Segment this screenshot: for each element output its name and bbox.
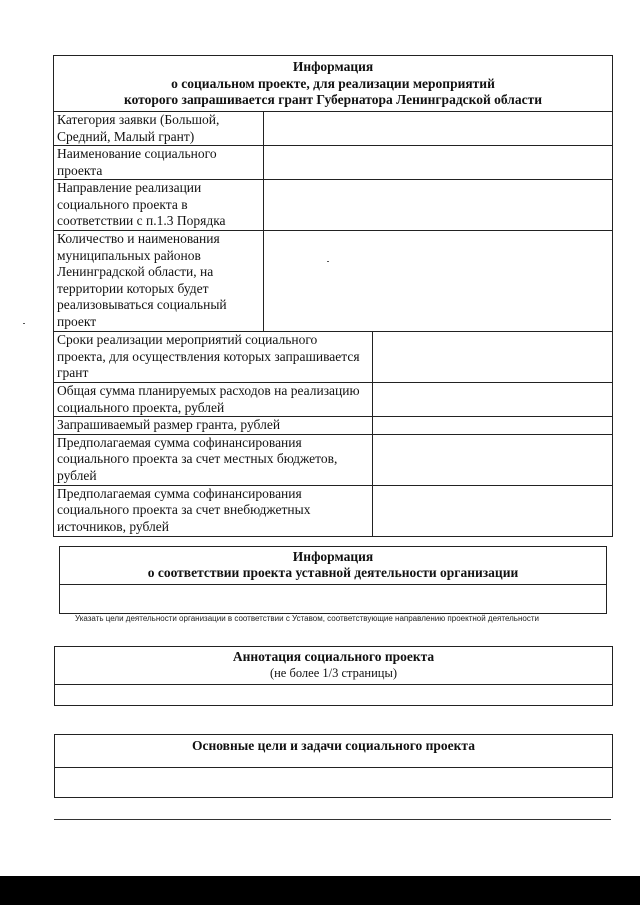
annotation-title-text: Аннотация социального проекта xyxy=(232,649,435,664)
compliance-title-line-1: Информация xyxy=(292,549,374,564)
goals-title: Основные цели и задачи социального проекта xyxy=(55,735,612,768)
label-implementation-period: Сроки реализации мероприятий социального проекта, для осуществления которых запрашивается грант xyxy=(54,332,373,383)
annotation-block xyxy=(54,646,613,706)
value-municipal-districts[interactable] xyxy=(264,231,613,332)
value-grant-category[interactable] xyxy=(264,112,613,146)
compliance-title-line-2: о соответствии проекта уставной деятельности организации xyxy=(147,565,519,580)
compliance-block xyxy=(59,546,607,614)
compliance-note: Указать цели деятельности организации в соответствии с Уставом, соответствующие направлению проектной деятельности xyxy=(75,614,539,623)
bottom-divider-line xyxy=(54,819,611,820)
table-title-line-3: которого запрашивается грант Губернатора Ленинградской области xyxy=(123,92,543,107)
value-project-direction[interactable] xyxy=(264,180,613,231)
value-cofinancing-extrabudgetary[interactable] xyxy=(373,485,613,536)
compliance-value-field[interactable] xyxy=(60,585,606,614)
value-project-name[interactable] xyxy=(264,146,613,180)
label-grant-category: Категория заявки (Большой, Средний, Малый грант) xyxy=(54,112,264,146)
label-requested-grant: Запрашиваемый размер гранта, рублей xyxy=(54,417,373,435)
label-municipal-districts: Количество и наименования муниципальных районов Ленинградской области, на территории которых будет реализовываться социальный проект xyxy=(54,231,264,332)
annotation-subtitle: (не более 1/3 страницы) xyxy=(269,666,398,680)
scan-artifact xyxy=(327,261,329,262)
label-total-expenses: Общая сумма планируемых расходов на реализацию социального проекта, рублей xyxy=(54,383,373,417)
label-cofinancing-local: Предполагаемая сумма софинансирования социального проекта за счет местных бюджетов, рублей xyxy=(54,434,373,485)
table-title-line-1: Информация xyxy=(292,59,374,74)
compliance-title xyxy=(60,547,606,585)
label-cofinancing-extrabudgetary: Предполагаемая сумма софинансирования социального проекта за счет внебюджетных источников, рублей xyxy=(54,485,373,536)
goals-value-field[interactable] xyxy=(55,768,612,796)
table-title-line-2: о социальном проекте, для реализации мероприятий xyxy=(171,75,495,91)
label-project-direction: Направление реализации социального проекта в соответствии с п.1.3 Порядка xyxy=(54,180,264,231)
scan-artifact xyxy=(23,323,25,324)
goals-block xyxy=(54,734,613,798)
scan-border-bar xyxy=(0,876,640,905)
value-cofinancing-local[interactable] xyxy=(373,434,613,485)
project-info-table xyxy=(53,55,613,537)
annotation-title xyxy=(55,647,612,685)
value-implementation-period[interactable] xyxy=(373,332,613,383)
value-total-expenses[interactable] xyxy=(373,383,613,417)
label-project-name: Наименование социального проекта xyxy=(54,146,264,180)
annotation-value-field[interactable] xyxy=(55,685,612,709)
table-title xyxy=(54,56,613,112)
value-requested-grant[interactable] xyxy=(373,417,613,435)
